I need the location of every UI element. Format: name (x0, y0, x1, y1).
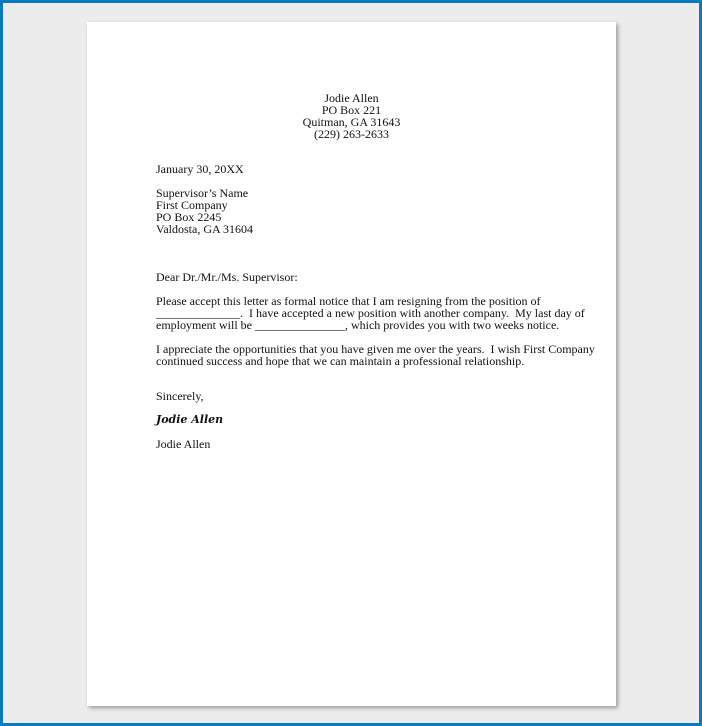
recipient-company: First Company (156, 198, 228, 212)
sender-phone: (229) 263-2633 (314, 127, 389, 141)
paragraph-2-line: I appreciate the opportunities that you have given me over the years. I wish First Company (156, 342, 595, 356)
letter-date: January 30, 20XX (156, 162, 244, 176)
recipient-name: Supervisor’s Name (156, 186, 249, 200)
salutation: Dear Dr./Mr./Ms. Supervisor: (156, 270, 298, 284)
letter-page (87, 22, 616, 706)
recipient-address-1: PO Box 2245 (156, 210, 222, 224)
sender-address-1: PO Box 221 (321, 103, 382, 117)
signature: Jodie Allen (156, 413, 224, 426)
paragraph-1-line: Please accept this letter as formal notice that I am resigning from the position of (156, 294, 541, 308)
recipient-address-2: Valdosta, GA 31604 (156, 222, 253, 236)
paragraph-1-line: ______________. I have accepted a new position with another company. My last day of (156, 306, 585, 320)
paragraph-2-line: continued success and hope that we can maintain a professional relationship. (156, 354, 525, 368)
sender-name: Jodie Allen (324, 91, 379, 105)
sender-address-2: Quitman, GA 31643 (302, 115, 401, 129)
closing: Sincerely, (156, 389, 204, 403)
signer-name: Jodie Allen (156, 437, 211, 451)
paragraph-1-line: employment will be _______________, which provides you with two weeks notice. (156, 318, 560, 332)
